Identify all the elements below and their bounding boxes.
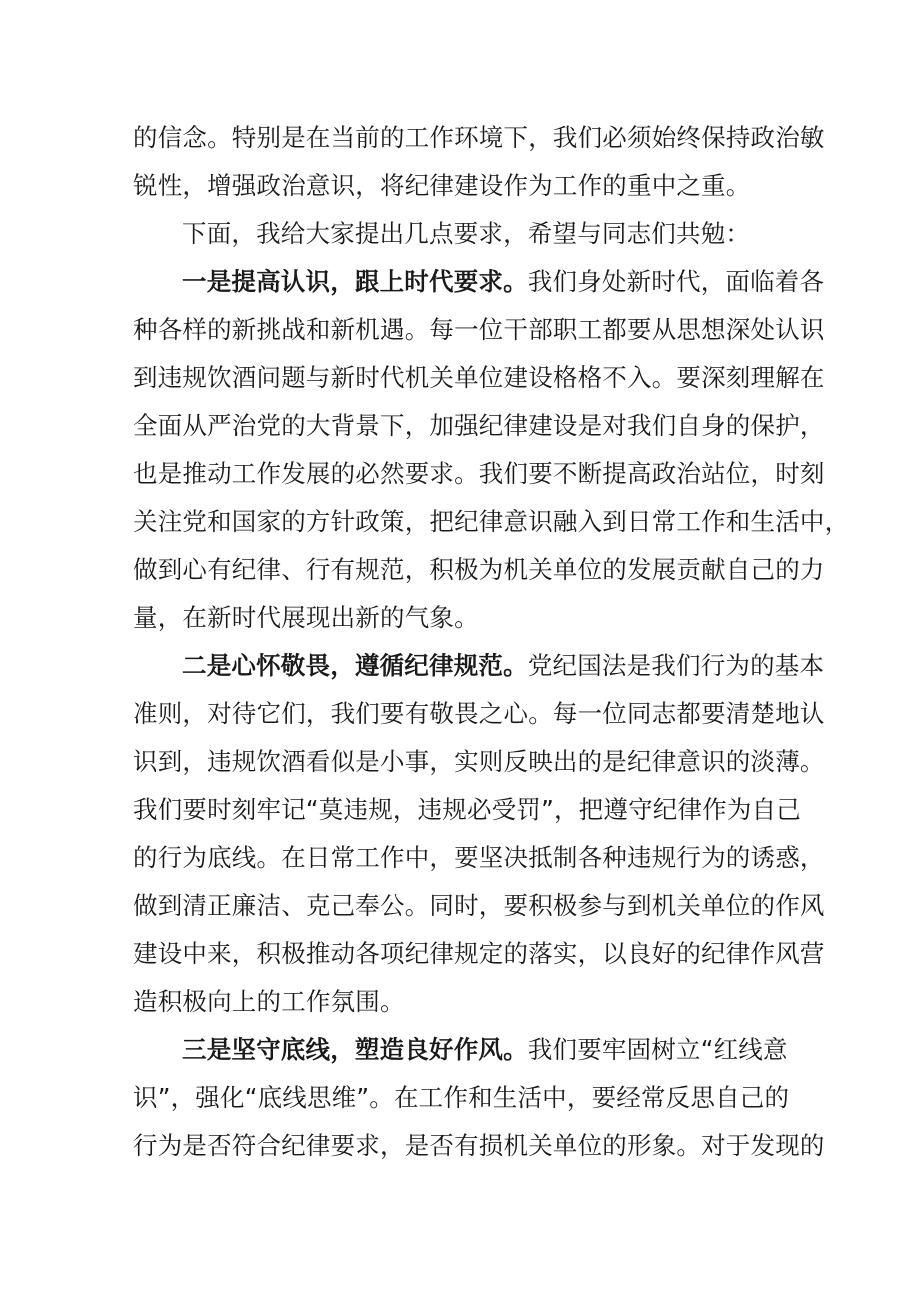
- text-run: 党纪国法是我们行为的基本: [527, 651, 825, 680]
- text-line: 建设中来，积极推动各项纪律规定的落实，以良好的纪律作风营: [133, 939, 825, 968]
- text-line: 准则，对待它们，我们要有敬畏之心。每一位同志都要清楚地认: [133, 699, 825, 728]
- paragraph: [133, 210, 801, 258]
- text-line: [133, 258, 825, 306]
- paragraph-lead-heading: 二是心怀敬畏，遵循纪律规范。: [182, 651, 528, 680]
- text-line: 锐性，增强政治意识，将纪律建设作为工作的重中之重。: [133, 171, 751, 200]
- text-line: 的信念。特别是在当前的工作环境下，我们必须始终保持政治敏: [133, 123, 825, 152]
- text-line: 种各样的新挑战和新机遇。每一位干部职工都要从思想深处认识: [133, 315, 825, 344]
- text-run: 我们要牢固树立“红线意: [527, 1035, 788, 1064]
- text-line: 到违规饮酒问题与新时代机关单位建设格格不入。要深刻理解在: [133, 363, 825, 392]
- text-line: 全面从严治党的大背景下，加强纪律建设是对我们自身的保护，: [133, 411, 825, 440]
- text-line: 也是推动工作发展的必然要求。我们要不断提高政治站位，时刻: [133, 459, 825, 488]
- text-line: 我们要时刻牢记“莫违规，违规必受罚”，把遵守纪律作为自己: [133, 795, 801, 824]
- text-line: 识”，强化“底线思维”。在工作和生活中，要经常反思自己的: [133, 1083, 790, 1112]
- text-run: 我们身处新时代，面临着各: [527, 267, 825, 296]
- text-line: 做到清正廉洁、克己奉公。同时，要积极参与到机关单位的作风: [133, 891, 825, 920]
- text-line: [133, 1026, 801, 1074]
- paragraph-lead-heading: 一是提高认识，跟上时代要求。: [182, 267, 528, 296]
- paragraph: [133, 642, 825, 1026]
- paragraph: [133, 114, 825, 210]
- text-line: 做到心有纪律、行有规范，积极为机关单位的发展贡献自己的力: [133, 555, 825, 584]
- text-line: 行为是否符合纪律要求，是否有损机关单位的形象。对于发现的: [133, 1131, 825, 1160]
- paragraph: [133, 1026, 825, 1170]
- paragraph: [133, 258, 850, 642]
- text-line: 识到，违规饮酒看似是小事，实则反映出的是纪律意识的淡薄。: [133, 747, 825, 776]
- text-line: 下面，我给大家提出几点要求，希望与同志们共勉：: [182, 219, 751, 248]
- text-line: 的行为底线。在日常工作中，要坚决抵制各种违规行为的诱惑，: [133, 843, 825, 872]
- text-line: 造积极向上的工作氛围。: [133, 987, 405, 1016]
- text-line: 关注党和国家的方针政策，把纪律意识融入到日常工作和生活中，: [133, 507, 850, 536]
- document-body: [133, 114, 850, 1170]
- text-line: [133, 642, 825, 690]
- paragraph-lead-heading: 三是坚守底线，塑造良好作风。: [182, 1035, 528, 1064]
- text-line: 量，在新时代展现出新的气象。: [133, 603, 479, 632]
